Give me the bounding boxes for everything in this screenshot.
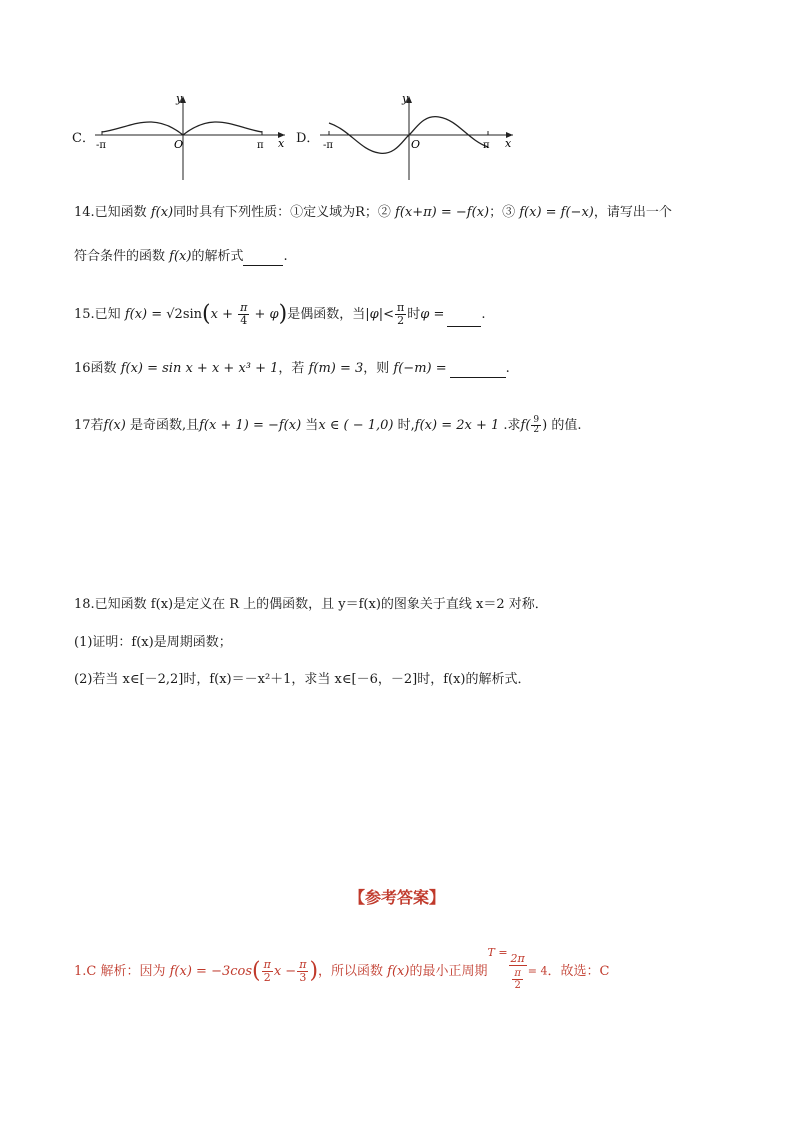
answer-1 (74, 946, 610, 991)
q17-close: ) (542, 418, 548, 433)
q17-prefix: 17若 (74, 418, 104, 433)
paren-close: ) (309, 958, 319, 984)
fraction-pi-over-2 (395, 302, 406, 327)
q14-text: ，请写出一个 (593, 205, 672, 220)
q14-text: 符合条件的函数 (74, 249, 170, 264)
neg-pi-label: -π (96, 140, 106, 151)
fraction-pi-over-2 (262, 959, 273, 984)
frac-den: 2 (514, 980, 521, 991)
frac-num: 2π (510, 952, 525, 965)
fraction-pi-over-3 (297, 959, 308, 984)
axis-x-label: x (278, 137, 285, 150)
a1-x-minus: x − (273, 964, 297, 979)
frac-den: 3 (299, 971, 307, 984)
answer-blank[interactable] (450, 365, 506, 378)
q16-mid2: ，则 (363, 361, 394, 376)
fraction-pi-over-2-inner (512, 968, 523, 991)
axis-y-label: y (402, 92, 409, 105)
q15-plus-phi: + φ (250, 307, 279, 322)
question-14-line-1 (74, 204, 672, 222)
frac-num: π (514, 968, 521, 979)
q17-def: f(x) = 2x + 1 (414, 418, 500, 433)
q17-f: f( (520, 418, 531, 433)
q16-end: . (505, 361, 510, 376)
question-18-part-2: (2)若当 x∈[－2,2]时，f(x)＝－x²＋1，求当 x∈[－6，－2]时，f(x)的解析式． (74, 672, 531, 687)
q17-t2: 当 (301, 418, 319, 433)
q17-t3: 时, (393, 418, 415, 433)
q15-sin: sin (182, 307, 203, 322)
frac-num: π (263, 958, 271, 971)
question-15 (74, 302, 486, 327)
q14-text: 同时具有下列性质：①定义域为R；② (173, 205, 396, 220)
q14-prop2: f(x+π) = −f(x) (395, 205, 490, 220)
q15-lhs: f(x) = (124, 307, 167, 322)
q15-end: . (481, 307, 486, 322)
q14-text: 14.已知函数 (74, 205, 151, 220)
q17-t5: 的值. (547, 418, 582, 433)
q17-dom: x ∈ ( − 1,0) (318, 418, 394, 433)
q15-phi: φ (420, 307, 430, 322)
pi-label: π (483, 140, 490, 151)
a1-end: ．故选：C (547, 964, 610, 979)
a1-prefix: 1.C 解析：因为 (74, 964, 170, 979)
q14-fx: f(x) (150, 205, 174, 220)
a1-T: T = (487, 946, 508, 959)
question-14-line-2 (74, 248, 288, 266)
frac-den: 2 (397, 314, 405, 327)
q16-cond: f(m) = 3 (308, 361, 364, 376)
paren-close: ) (278, 301, 288, 327)
fraction-period (509, 952, 527, 991)
axis-x-label: x (505, 137, 512, 150)
answer-blank[interactable] (243, 253, 283, 266)
graph-option-c (90, 90, 290, 185)
q15-prefix: 15.已知 (74, 307, 125, 322)
q15-middle: 是偶函数，当| (287, 307, 370, 322)
q14-end: . (283, 249, 288, 264)
q17-t4: .求 (499, 418, 521, 433)
a1-period: 的最小正周期 (409, 964, 488, 979)
question-18-line-1: 18.已知函数 f(x)是定义在 R 上的偶函数，且 y＝f(x)的图象关于直线 x＝2 对称． (74, 597, 548, 612)
q14-sep: ；③ (489, 205, 520, 220)
frac-den: 2 (533, 425, 540, 435)
q15-time: 时 (407, 307, 421, 322)
fraction-pi-over-4 (238, 302, 249, 327)
q16-ask: f(−m) = (393, 361, 447, 376)
a1-fx: f(x) (387, 964, 410, 979)
paren-open: ( (252, 958, 261, 984)
origin-label: O (411, 138, 421, 151)
q14-prop3: f(x) = f(−x) (519, 205, 594, 220)
option-c-label: C． (72, 131, 95, 146)
origin-label: O (174, 138, 184, 151)
paren-open: ( (202, 301, 211, 327)
q15-eq: = (429, 307, 445, 322)
option-d-label: D． (296, 131, 320, 146)
pi-label: π (257, 140, 264, 151)
q16-prefix: 16函数 (74, 361, 121, 376)
curve-c (102, 122, 262, 135)
axis-y-label: y (176, 92, 183, 105)
frac-num: π (240, 301, 248, 314)
frac-num: 9 (533, 415, 540, 425)
frac-den: 2 (263, 971, 271, 984)
frac-den-complex (509, 966, 526, 991)
a1-mid: ，所以函数 (318, 964, 388, 979)
answers-title: 【参考答案】 (348, 888, 445, 907)
graph-option-d (315, 90, 520, 185)
a1-eq4: = 4 (527, 964, 548, 978)
neg-pi-label: -π (323, 140, 333, 151)
q14-text: 的解析式 (191, 249, 244, 264)
q16-func: f(x) = sin x + x + x³ + 1 (120, 361, 279, 376)
question-16 (74, 360, 510, 378)
q17-t1: 是奇函数,且 (125, 418, 200, 433)
q17-fx: f(x) (103, 418, 126, 433)
fraction-9-over-2 (531, 416, 541, 435)
frac-num: π (397, 301, 405, 314)
question-17 (74, 416, 582, 435)
question-18-part-1: (1)证明：f(x)是周期函数； (74, 635, 232, 650)
a1-func: f(x) = −3cos (169, 964, 253, 979)
q15-phi: φ (369, 307, 379, 322)
q15-x-plus: x + (210, 307, 238, 322)
q15-sqrt2: √2 (166, 307, 183, 322)
frac-num: π (299, 958, 307, 971)
q17-rel: f(x + 1) = −f(x) (199, 418, 302, 433)
answer-blank[interactable] (447, 314, 481, 327)
q14-fx: f(x) (169, 249, 192, 264)
frac-den: 4 (240, 314, 248, 327)
q15-lt: |< (378, 307, 394, 322)
q16-mid1: ，若 (278, 361, 309, 376)
